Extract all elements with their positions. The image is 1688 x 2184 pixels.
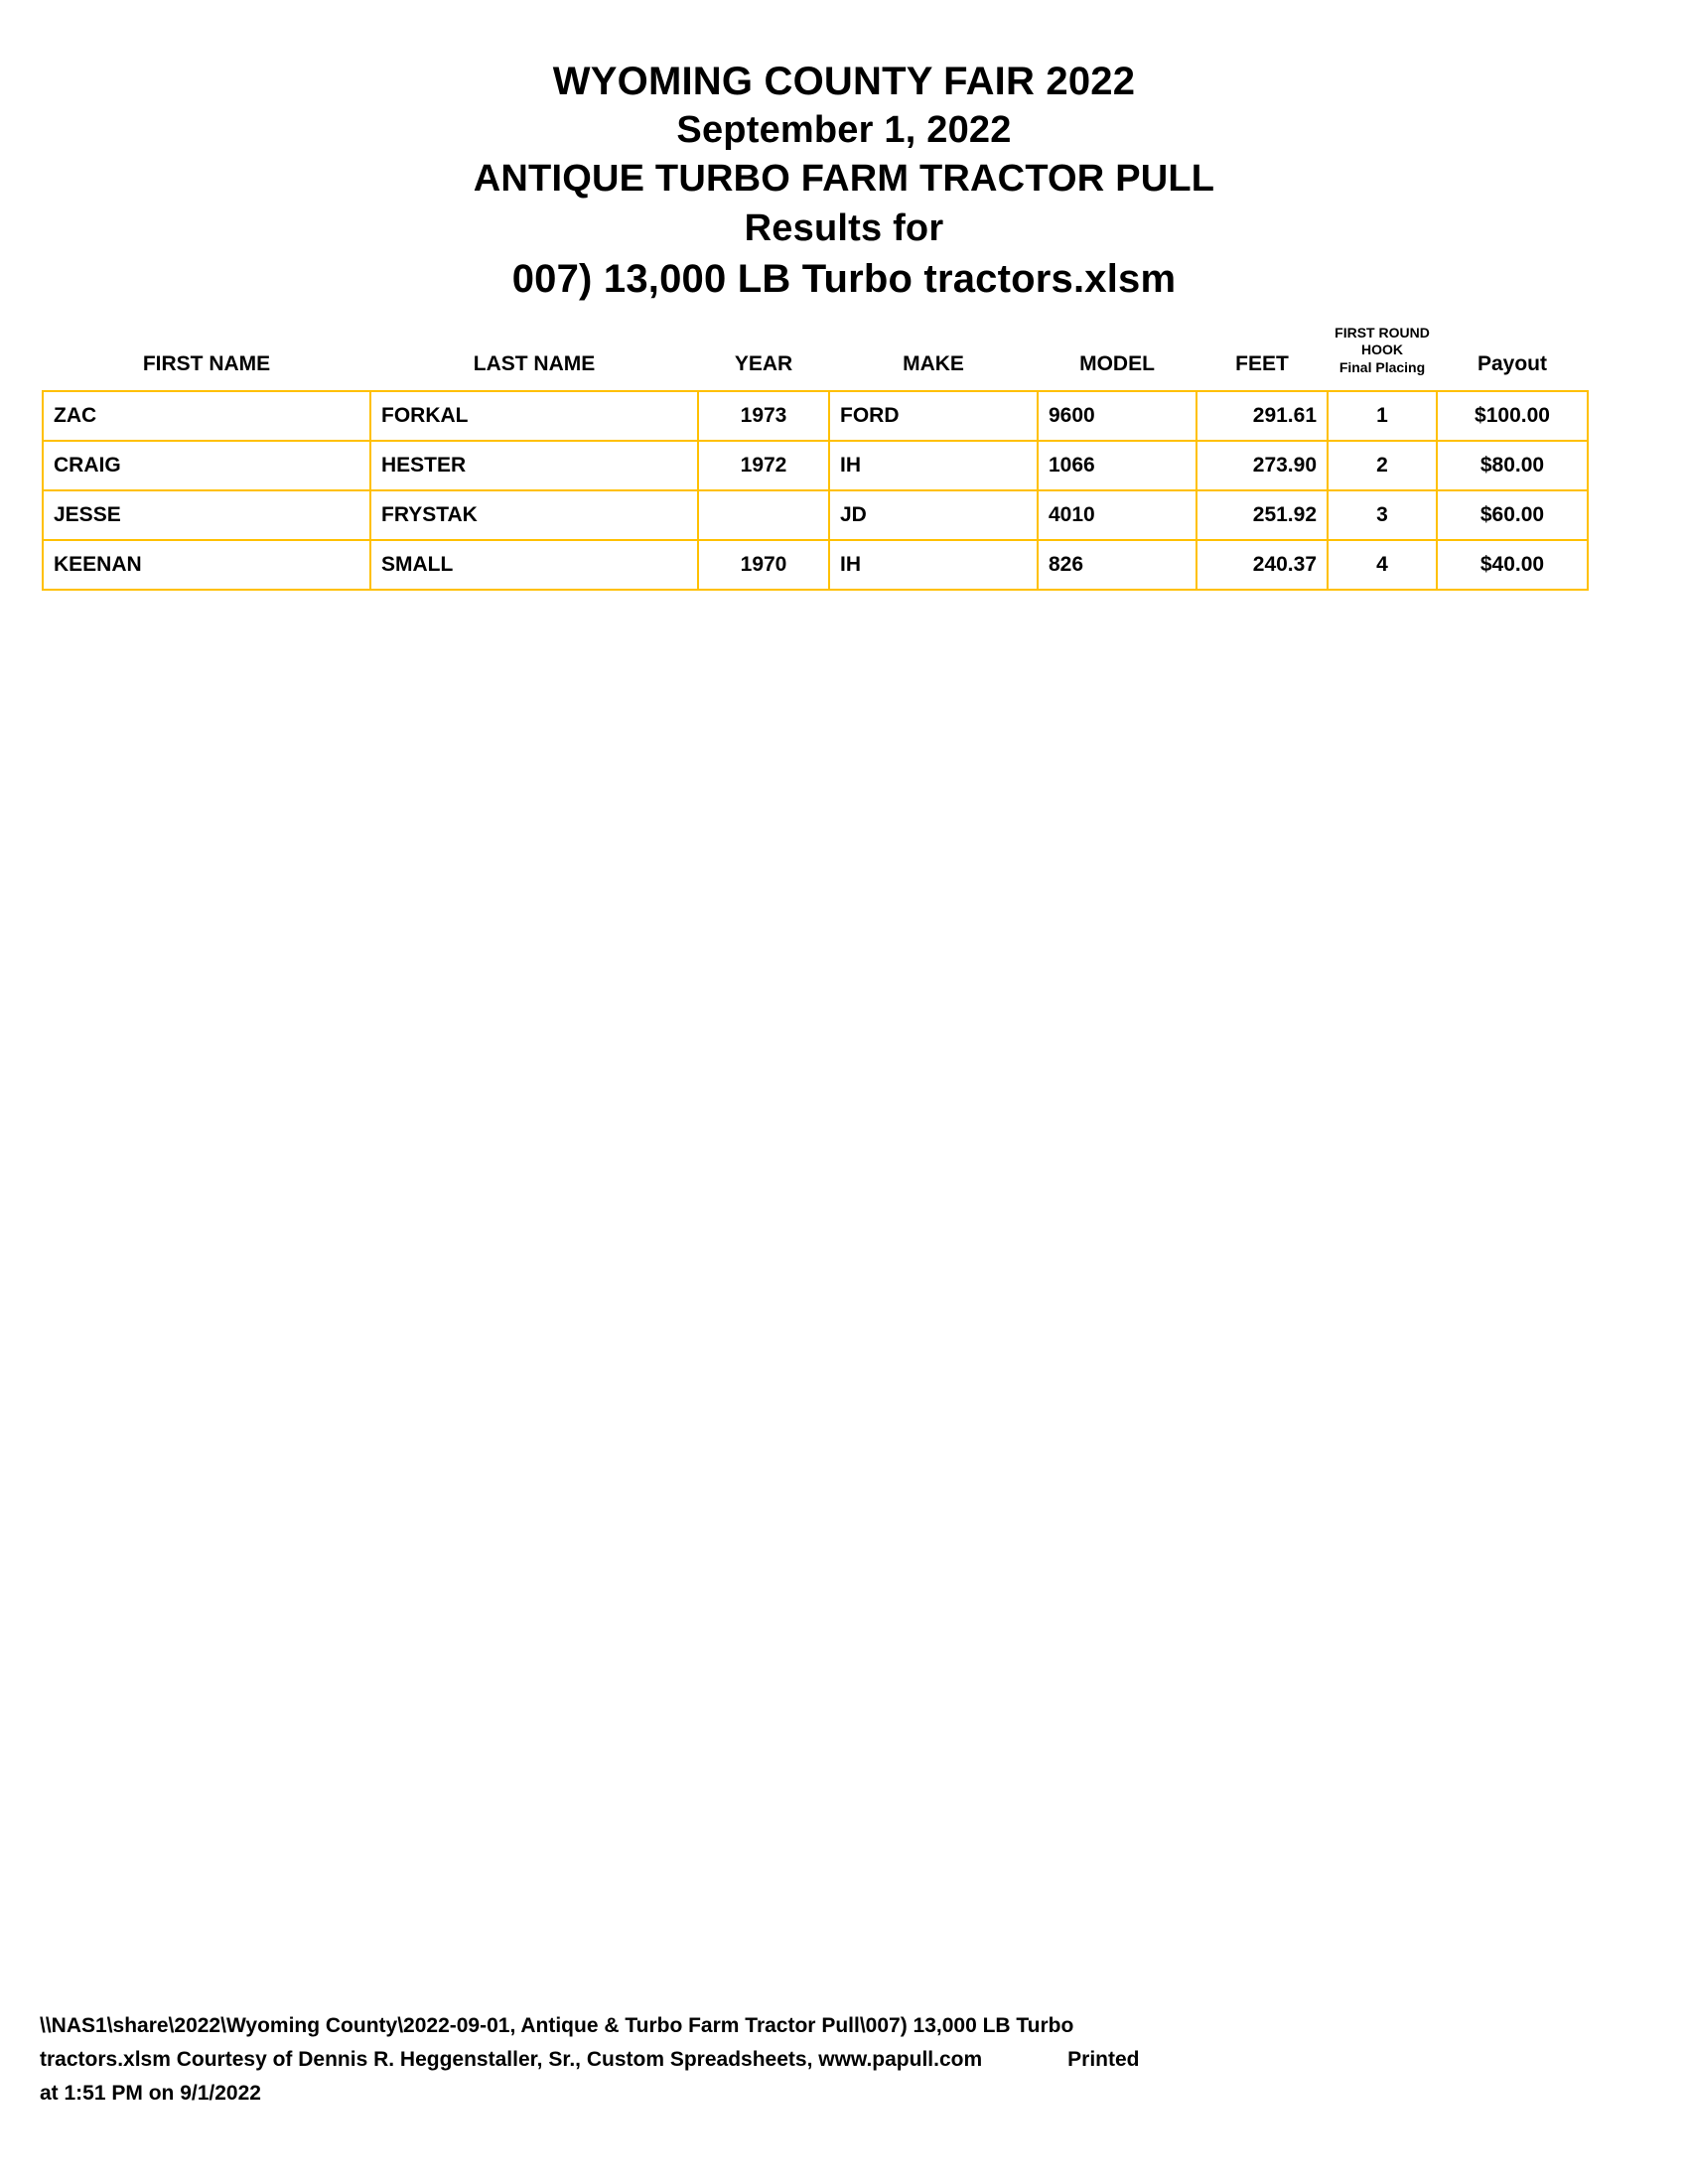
cell-placing: 1 bbox=[1328, 391, 1437, 441]
cell-placing: 4 bbox=[1328, 540, 1437, 590]
footer-line-1: \\NAS1\share\2022\Wyoming County\2022-09-01, Antique & Turbo Farm Tractor Pull\007) 13,000 LB Turbo bbox=[40, 2013, 1074, 2037]
footer-line-2-wrapper bbox=[40, 2043, 1648, 2077]
cell-make: IH bbox=[829, 441, 1038, 490]
cell-first-name: ZAC bbox=[43, 391, 370, 441]
cell-make: JD bbox=[829, 490, 1038, 540]
column-header-last-name: LAST NAME bbox=[473, 352, 596, 376]
title-line-4: Results for bbox=[744, 206, 944, 249]
column-header-placing-line-3: Final Placing bbox=[1338, 358, 1426, 375]
column-header-year: YEAR bbox=[734, 352, 793, 376]
footer-line-3: at 1:51 PM on 9/1/2022 bbox=[40, 2081, 261, 2105]
cell-last-name: FRYSTAK bbox=[370, 490, 698, 540]
column-header-feet: FEET bbox=[1235, 352, 1289, 376]
cell-model: 4010 bbox=[1038, 490, 1196, 540]
cell-last-name: FORKAL bbox=[370, 391, 698, 441]
cell-payout: $60.00 bbox=[1437, 490, 1588, 540]
cell-model: 1066 bbox=[1038, 441, 1196, 490]
cell-payout: $40.00 bbox=[1437, 540, 1588, 590]
column-header-first-name: FIRST NAME bbox=[142, 352, 271, 376]
table-row bbox=[43, 490, 1588, 540]
document-footer bbox=[40, 2009, 1648, 2111]
cell-feet: 240.37 bbox=[1196, 540, 1328, 590]
cell-payout: $80.00 bbox=[1437, 441, 1588, 490]
title-line-3: ANTIQUE TURBO FARM TRACTOR PULL bbox=[473, 158, 1215, 201]
table-row bbox=[43, 540, 1588, 590]
cell-make: FORD bbox=[829, 391, 1038, 441]
footer-printed-label: Printed bbox=[1067, 2047, 1140, 2071]
cell-last-name: SMALL bbox=[370, 540, 698, 590]
column-header-placing-line-1: FIRST ROUND bbox=[1335, 324, 1430, 341]
cell-year bbox=[698, 490, 829, 540]
title-line-2: September 1, 2022 bbox=[676, 108, 1012, 151]
cell-make: IH bbox=[829, 540, 1038, 590]
cell-first-name: CRAIG bbox=[43, 441, 370, 490]
column-header-placing-line-2: HOOK bbox=[1361, 341, 1403, 358]
cell-payout: $100.00 bbox=[1437, 391, 1588, 441]
column-header-model: MODEL bbox=[1079, 352, 1155, 376]
cell-placing: 3 bbox=[1328, 490, 1437, 540]
cell-year: 1973 bbox=[698, 391, 829, 441]
cell-last-name: HESTER bbox=[370, 441, 698, 490]
footer-line-2: tractors.xlsm Courtesy of Dennis R. Heggenstaller, Sr., Custom Spreadsheets, www.papull.com bbox=[40, 2047, 983, 2071]
cell-first-name: KEENAN bbox=[43, 540, 370, 590]
cell-model: 826 bbox=[1038, 540, 1196, 590]
title-line-1: WYOMING COUNTY FAIR 2022 bbox=[552, 60, 1136, 103]
table-row bbox=[43, 391, 1588, 441]
cell-year: 1972 bbox=[698, 441, 829, 490]
table-row bbox=[43, 441, 1588, 490]
cell-feet: 291.61 bbox=[1196, 391, 1328, 441]
document-header bbox=[0, 0, 1688, 305]
column-header-make: MAKE bbox=[903, 352, 964, 376]
cell-placing: 2 bbox=[1328, 441, 1437, 490]
cell-model: 9600 bbox=[1038, 391, 1196, 441]
cell-feet: 251.92 bbox=[1196, 490, 1328, 540]
column-header-payout: Payout bbox=[1477, 352, 1547, 376]
results-table bbox=[42, 319, 1589, 592]
cell-first-name: JESSE bbox=[43, 490, 370, 540]
cell-year: 1970 bbox=[698, 540, 829, 590]
column-header-final-placing bbox=[1328, 319, 1437, 392]
cell-feet: 273.90 bbox=[1196, 441, 1328, 490]
title-line-5: 007) 13,000 LB Turbo tractors.xlsm bbox=[511, 256, 1177, 301]
table-header-row bbox=[43, 319, 1588, 392]
